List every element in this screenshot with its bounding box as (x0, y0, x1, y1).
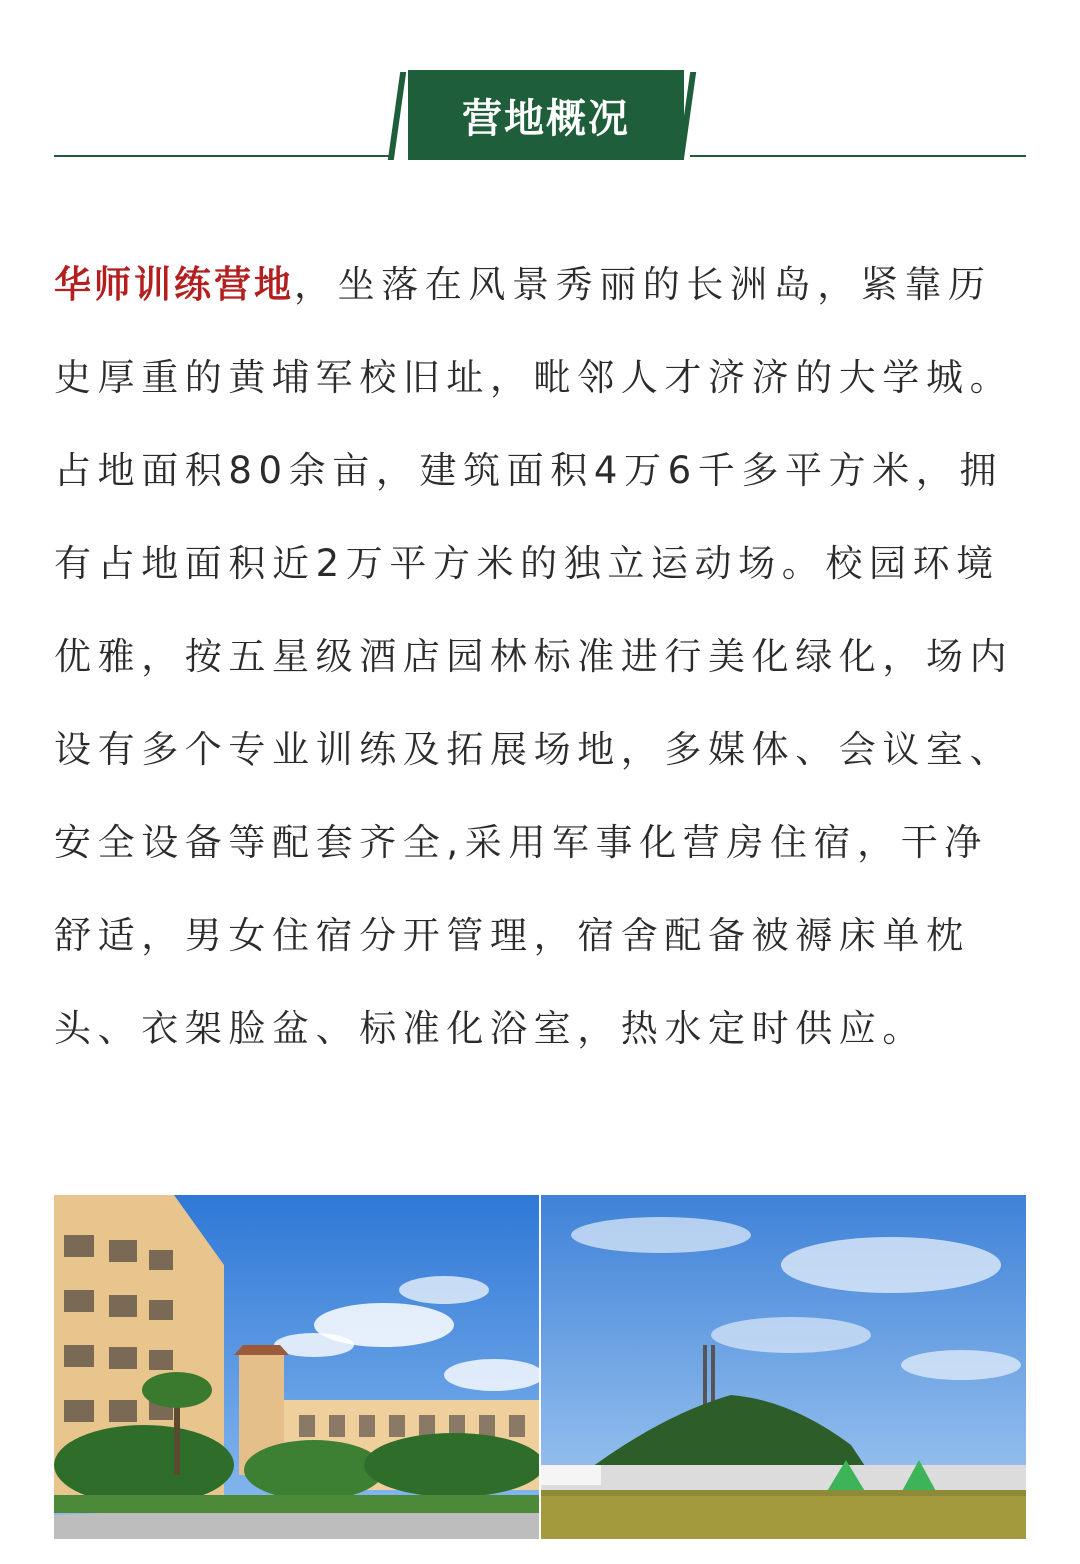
header-rule-left (54, 155, 392, 157)
hotel-building-photo (54, 1195, 539, 1539)
sports-field-photo (541, 1195, 1026, 1539)
header-rule-right (690, 155, 1026, 157)
intro-text: ，坐落在风景秀丽的长洲岛，紧靠历史厚重的黄埔军校旧址，毗邻人才济济的大学城。占地面积80余亩，建筑面积4万6千多平方米，拥有占地面积近2万平方米的独立运动场。校园环境优雅，按五星级酒店园林标准进行美化绿化，场内设有多个专业训练及拓展场地，多媒体、会议室、安全设备等配套齐全,采用军事化营房住宿，干净舒适，男女住宿分开管理，宿舍配备被褥床单枕头、衣架脸盆、标准化浴室，热水定时供应。 (54, 263, 1014, 1050)
section-title: 营地概况 (408, 70, 684, 160)
intro-paragraph (54, 238, 1026, 1075)
header-slash-left (388, 72, 406, 160)
photo-strip (54, 1195, 1026, 1539)
camp-name: 华师训练营地 (54, 263, 294, 306)
section-header (0, 0, 1080, 200)
